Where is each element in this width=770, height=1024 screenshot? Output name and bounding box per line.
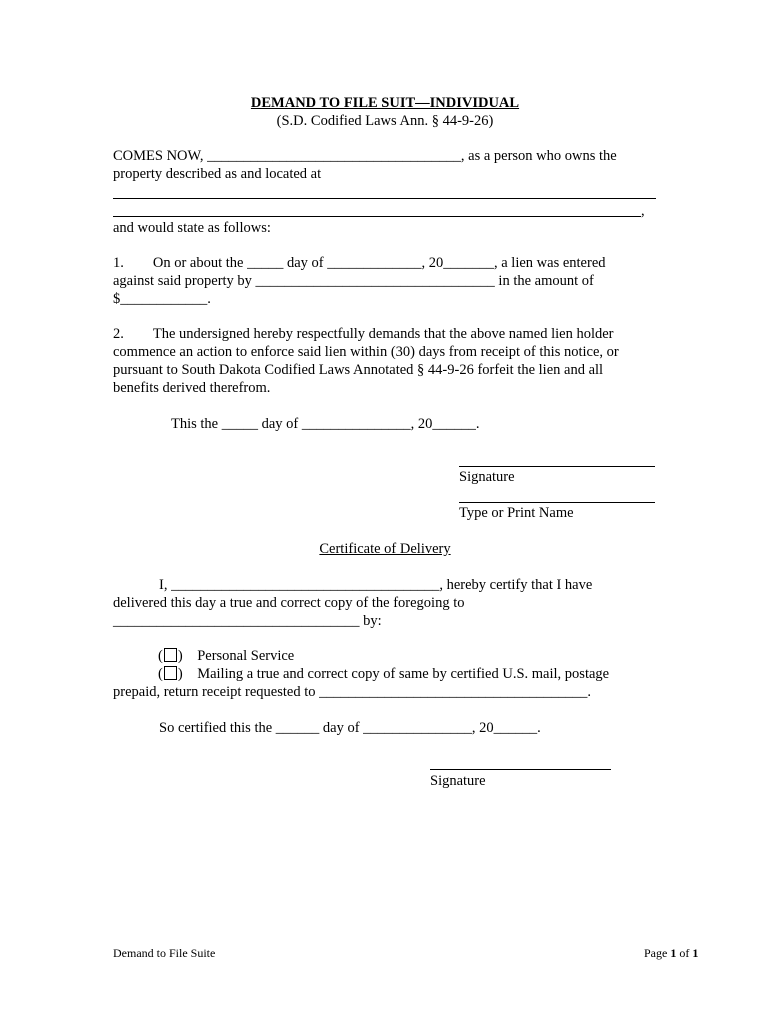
page-prefix: Page: [644, 946, 671, 960]
page-current: 1: [670, 946, 677, 960]
certificate-line-3: __________________________________ by:: [113, 613, 382, 629]
certificate-line-2: delivered this day a true and correct copy of the foregoing to: [113, 595, 465, 611]
page-number: [644, 944, 698, 962]
mailing-continuation: prepaid, return receipt requested to _____________________________________.: [113, 684, 592, 700]
certificate-line-1: I, _____________________________________, hereby certify that I have: [159, 577, 593, 593]
paragraph-1-line-1: 1. On or about the _____ day of _____________, 20_______, a lien was entered: [113, 255, 606, 271]
page-mid: of: [676, 946, 693, 960]
personal-service-checkbox[interactable]: [164, 648, 177, 662]
date-line: This the _____ day of _______________, 20______.: [171, 416, 480, 432]
page-total: 1: [692, 946, 699, 960]
print-name-label: Type or Print Name: [459, 505, 574, 521]
print-name-line: [459, 502, 655, 503]
document-subtitle: (S.D. Codified Laws Ann. § 44-9-26): [276, 113, 494, 129]
paragraph-2-line-4: benefits derived therefrom.: [113, 380, 271, 396]
intro-line-3-comma: ,: [641, 203, 645, 219]
certified-date-line: So certified this the ______ day of _______________, 20______.: [159, 720, 541, 736]
personal-service-label: Personal Service: [197, 648, 295, 664]
paragraph-1-line-2: against said property by _________________________________ in the amount of: [113, 273, 594, 289]
paragraph-2-line-1: 2. The undersigned hereby respectfully demands that the above named lien holder: [113, 326, 614, 342]
property-description-line-1: [113, 198, 656, 199]
signature-line: [459, 466, 655, 467]
intro-line-2: property described as and located at: [113, 166, 322, 182]
property-description-line-2: [113, 216, 641, 217]
paragraph-2-line-3: pursuant to South Dakota Codified Laws Annotated § 44-9-26 forfeit the lien and all: [113, 362, 604, 378]
paragraph-1-line-3: $____________.: [113, 291, 211, 307]
document-title: DEMAND TO FILE SUIT—INDIVIDUAL: [250, 95, 520, 111]
footer-left: Demand to File Suite: [113, 946, 216, 960]
signature-label: Signature: [459, 469, 515, 485]
certificate-signature-line: [430, 769, 611, 770]
option-mailing: ( ) Mailing a true and correct copy of same by certified U.S. mail, postage: [158, 666, 610, 682]
certificate-heading: Certificate of Delivery: [319, 541, 451, 557]
mailing-checkbox[interactable]: [164, 666, 177, 680]
intro-line-4: and would state as follows:: [113, 220, 271, 236]
mailing-label: Mailing a true and correct copy of same by certified U.S. mail, postage: [197, 666, 610, 682]
option-personal-service: ( ) Personal Service: [158, 648, 295, 664]
intro-line-1: COMES NOW, ___________________________________, as a person who owns the: [113, 148, 617, 164]
paragraph-2-line-2: commence an action to enforce said lien within (30) days from receipt of this notice, or: [113, 344, 619, 360]
certificate-signature-label: Signature: [430, 773, 486, 789]
